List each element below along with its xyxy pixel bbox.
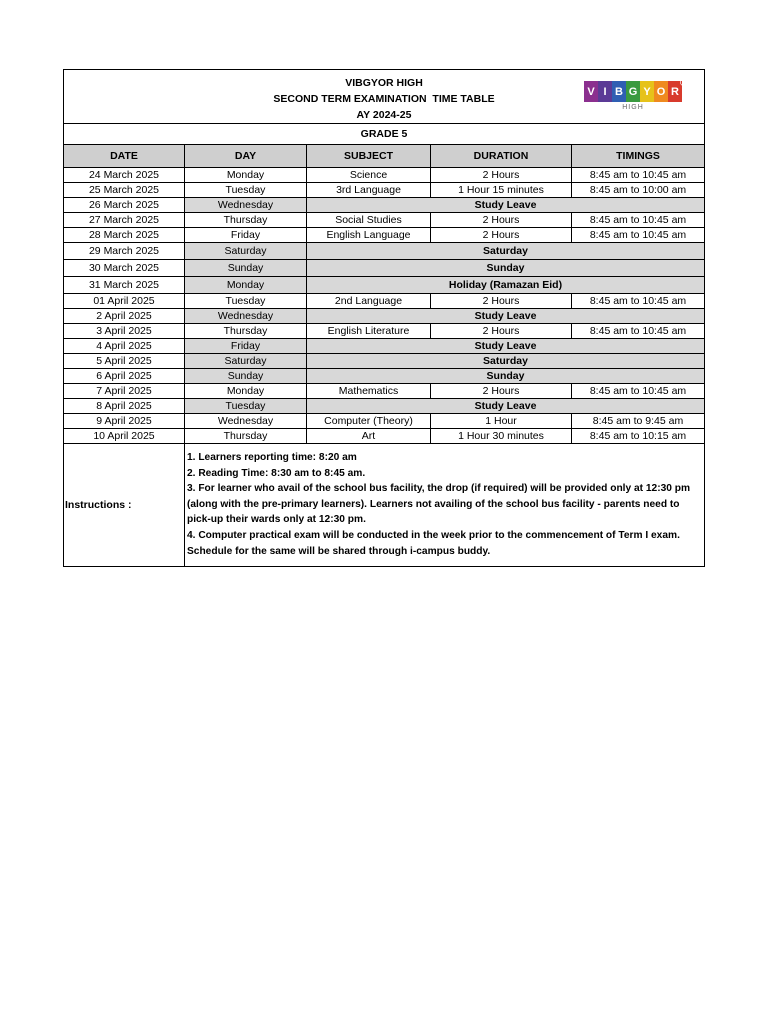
subject-cell: Mathematics	[307, 384, 431, 399]
table-row	[64, 369, 705, 384]
instructions-label: Instructions :	[64, 444, 185, 567]
timings-cell: 8:45 am to 10:45 am	[572, 168, 705, 183]
table-row	[64, 260, 705, 277]
title-block	[64, 70, 705, 124]
day-header: DAY	[185, 145, 307, 168]
day-cell: Tuesday	[185, 183, 307, 198]
duration-cell: 1 Hour	[431, 414, 572, 429]
day-cell: Tuesday	[185, 294, 307, 309]
subject-cell: Social Studies	[307, 213, 431, 228]
date-cell: 30 March 2025	[64, 260, 185, 277]
date-cell: 10 April 2025	[64, 429, 185, 444]
logo-letter: V	[584, 81, 598, 102]
logo-letter: O	[654, 81, 668, 102]
day-cell: Wednesday	[185, 309, 307, 324]
note-cell: Study Leave	[307, 339, 705, 354]
table-row	[64, 277, 705, 294]
date-header: DATE	[64, 145, 185, 168]
timings-cell: 8:45 am to 10:15 am	[572, 429, 705, 444]
date-cell: 01 April 2025	[64, 294, 185, 309]
note-cell: Sunday	[307, 260, 705, 277]
date-cell: 5 April 2025	[64, 354, 185, 369]
academic-year: AY 2024-25	[356, 109, 412, 121]
subject-header: SUBJECT	[307, 145, 431, 168]
grade-label: GRADE 5	[64, 124, 705, 145]
day-cell: Wednesday	[185, 414, 307, 429]
subject-cell: Science	[307, 168, 431, 183]
day-cell: Saturday	[185, 243, 307, 260]
timetable	[63, 69, 705, 567]
date-cell: 9 April 2025	[64, 414, 185, 429]
instruction-item: 4. Computer practical exam will be conducted in the week prior to the commencement of Term I exam. Schedule for the same will be shared through i-campus buddy.	[187, 529, 680, 557]
logo-letter: R	[668, 81, 682, 102]
day-cell: Saturday	[185, 354, 307, 369]
logo-subtitle: HIGH	[622, 104, 644, 111]
note-cell: Sunday	[307, 369, 705, 384]
duration-cell: 1 Hour 30 minutes	[431, 429, 572, 444]
duration-cell: 2 Hours	[431, 213, 572, 228]
instruction-item: 2. Reading Time: 8:30 am to 8:45 am.	[187, 467, 366, 479]
table-row	[64, 168, 705, 183]
day-cell: Thursday	[185, 213, 307, 228]
note-cell: Saturday	[307, 243, 705, 260]
duration-header: DURATION	[431, 145, 572, 168]
logo-letter: G	[626, 81, 640, 102]
duration-cell: 2 Hours	[431, 384, 572, 399]
logo-letter: Y	[640, 81, 654, 102]
subject-cell: 2nd Language	[307, 294, 431, 309]
date-cell: 28 March 2025	[64, 228, 185, 243]
subject-cell: English Literature	[307, 324, 431, 339]
day-cell: Thursday	[185, 429, 307, 444]
instructions-row	[64, 444, 705, 567]
instructions-body	[185, 444, 705, 567]
subject-cell: English Language	[307, 228, 431, 243]
date-cell: 6 April 2025	[64, 369, 185, 384]
date-cell: 24 March 2025	[64, 168, 185, 183]
timings-cell: 8:45 am to 9:45 am	[572, 414, 705, 429]
day-cell: Monday	[185, 277, 307, 294]
timings-header: TIMINGS	[572, 145, 705, 168]
note-cell: Holiday (Ramazan Eid)	[307, 277, 705, 294]
date-cell: 2 April 2025	[64, 309, 185, 324]
table-row	[64, 228, 705, 243]
timings-cell: 8:45 am to 10:45 am	[572, 324, 705, 339]
timings-cell: 8:45 am to 10:45 am	[572, 228, 705, 243]
subject-cell: Computer (Theory)	[307, 414, 431, 429]
logo-letter: I	[598, 81, 612, 102]
registered-mark: ®	[679, 77, 688, 89]
school-name: VIBGYOR HIGH	[345, 77, 423, 89]
day-cell: Monday	[185, 384, 307, 399]
date-cell: 31 March 2025	[64, 277, 185, 294]
day-cell: Friday	[185, 228, 307, 243]
table-row	[64, 324, 705, 339]
subject-cell: 3rd Language	[307, 183, 431, 198]
table-row	[64, 294, 705, 309]
note-cell: Study Leave	[307, 399, 705, 414]
table-row	[64, 339, 705, 354]
note-cell: Study Leave	[307, 198, 705, 213]
timings-cell: 8:45 am to 10:00 am	[572, 183, 705, 198]
table-row	[64, 354, 705, 369]
note-cell: Saturday	[307, 354, 705, 369]
duration-cell: 2 Hours	[431, 168, 572, 183]
duration-cell: 2 Hours	[431, 294, 572, 309]
table-row	[64, 399, 705, 414]
exam-title: SECOND TERM EXAMINATION TIME TABLE	[273, 93, 495, 105]
subject-cell: Art	[307, 429, 431, 444]
timetable-sheet	[63, 69, 704, 567]
logo-letter: B	[612, 81, 626, 102]
day-cell: Wednesday	[185, 198, 307, 213]
table-row	[64, 183, 705, 198]
duration-cell: 2 Hours	[431, 324, 572, 339]
date-cell: 25 March 2025	[64, 183, 185, 198]
instruction-item: 1. Learners reporting time: 8:20 am	[187, 452, 357, 463]
day-cell: Sunday	[185, 369, 307, 384]
table-row	[64, 414, 705, 429]
table-row	[64, 213, 705, 228]
note-cell: Study Leave	[307, 309, 705, 324]
duration-cell: 1 Hour 15 minutes	[431, 183, 572, 198]
table-row	[64, 429, 705, 444]
day-cell: Monday	[185, 168, 307, 183]
timings-cell: 8:45 am to 10:45 am	[572, 213, 705, 228]
day-cell: Thursday	[185, 324, 307, 339]
date-cell: 26 March 2025	[64, 198, 185, 213]
date-cell: 4 April 2025	[64, 339, 185, 354]
table-row	[64, 384, 705, 399]
timings-cell: 8:45 am to 10:45 am	[572, 294, 705, 309]
day-cell: Friday	[185, 339, 307, 354]
timings-cell: 8:45 am to 10:45 am	[572, 384, 705, 399]
date-cell: 7 April 2025	[64, 384, 185, 399]
instruction-item: 3. For learner who avail of the school bus facility, the drop (if required) will be provided only at 12:30 pm (along with the pre-primary learners). Learners not availing of the school bus facility - parents need to pick-up their wards only at 12:30 pm.	[187, 483, 691, 526]
duration-cell: 2 Hours	[431, 228, 572, 243]
date-cell: 27 March 2025	[64, 213, 185, 228]
date-cell: 3 April 2025	[64, 324, 185, 339]
table-row	[64, 309, 705, 324]
table-row	[64, 243, 705, 260]
date-cell: 8 April 2025	[64, 399, 185, 414]
vibgyor-logo	[584, 77, 688, 115]
date-cell: 29 March 2025	[64, 243, 185, 260]
day-cell: Tuesday	[185, 399, 307, 414]
column-header-row	[64, 145, 705, 168]
day-cell: Sunday	[185, 260, 307, 277]
table-row	[64, 198, 705, 213]
